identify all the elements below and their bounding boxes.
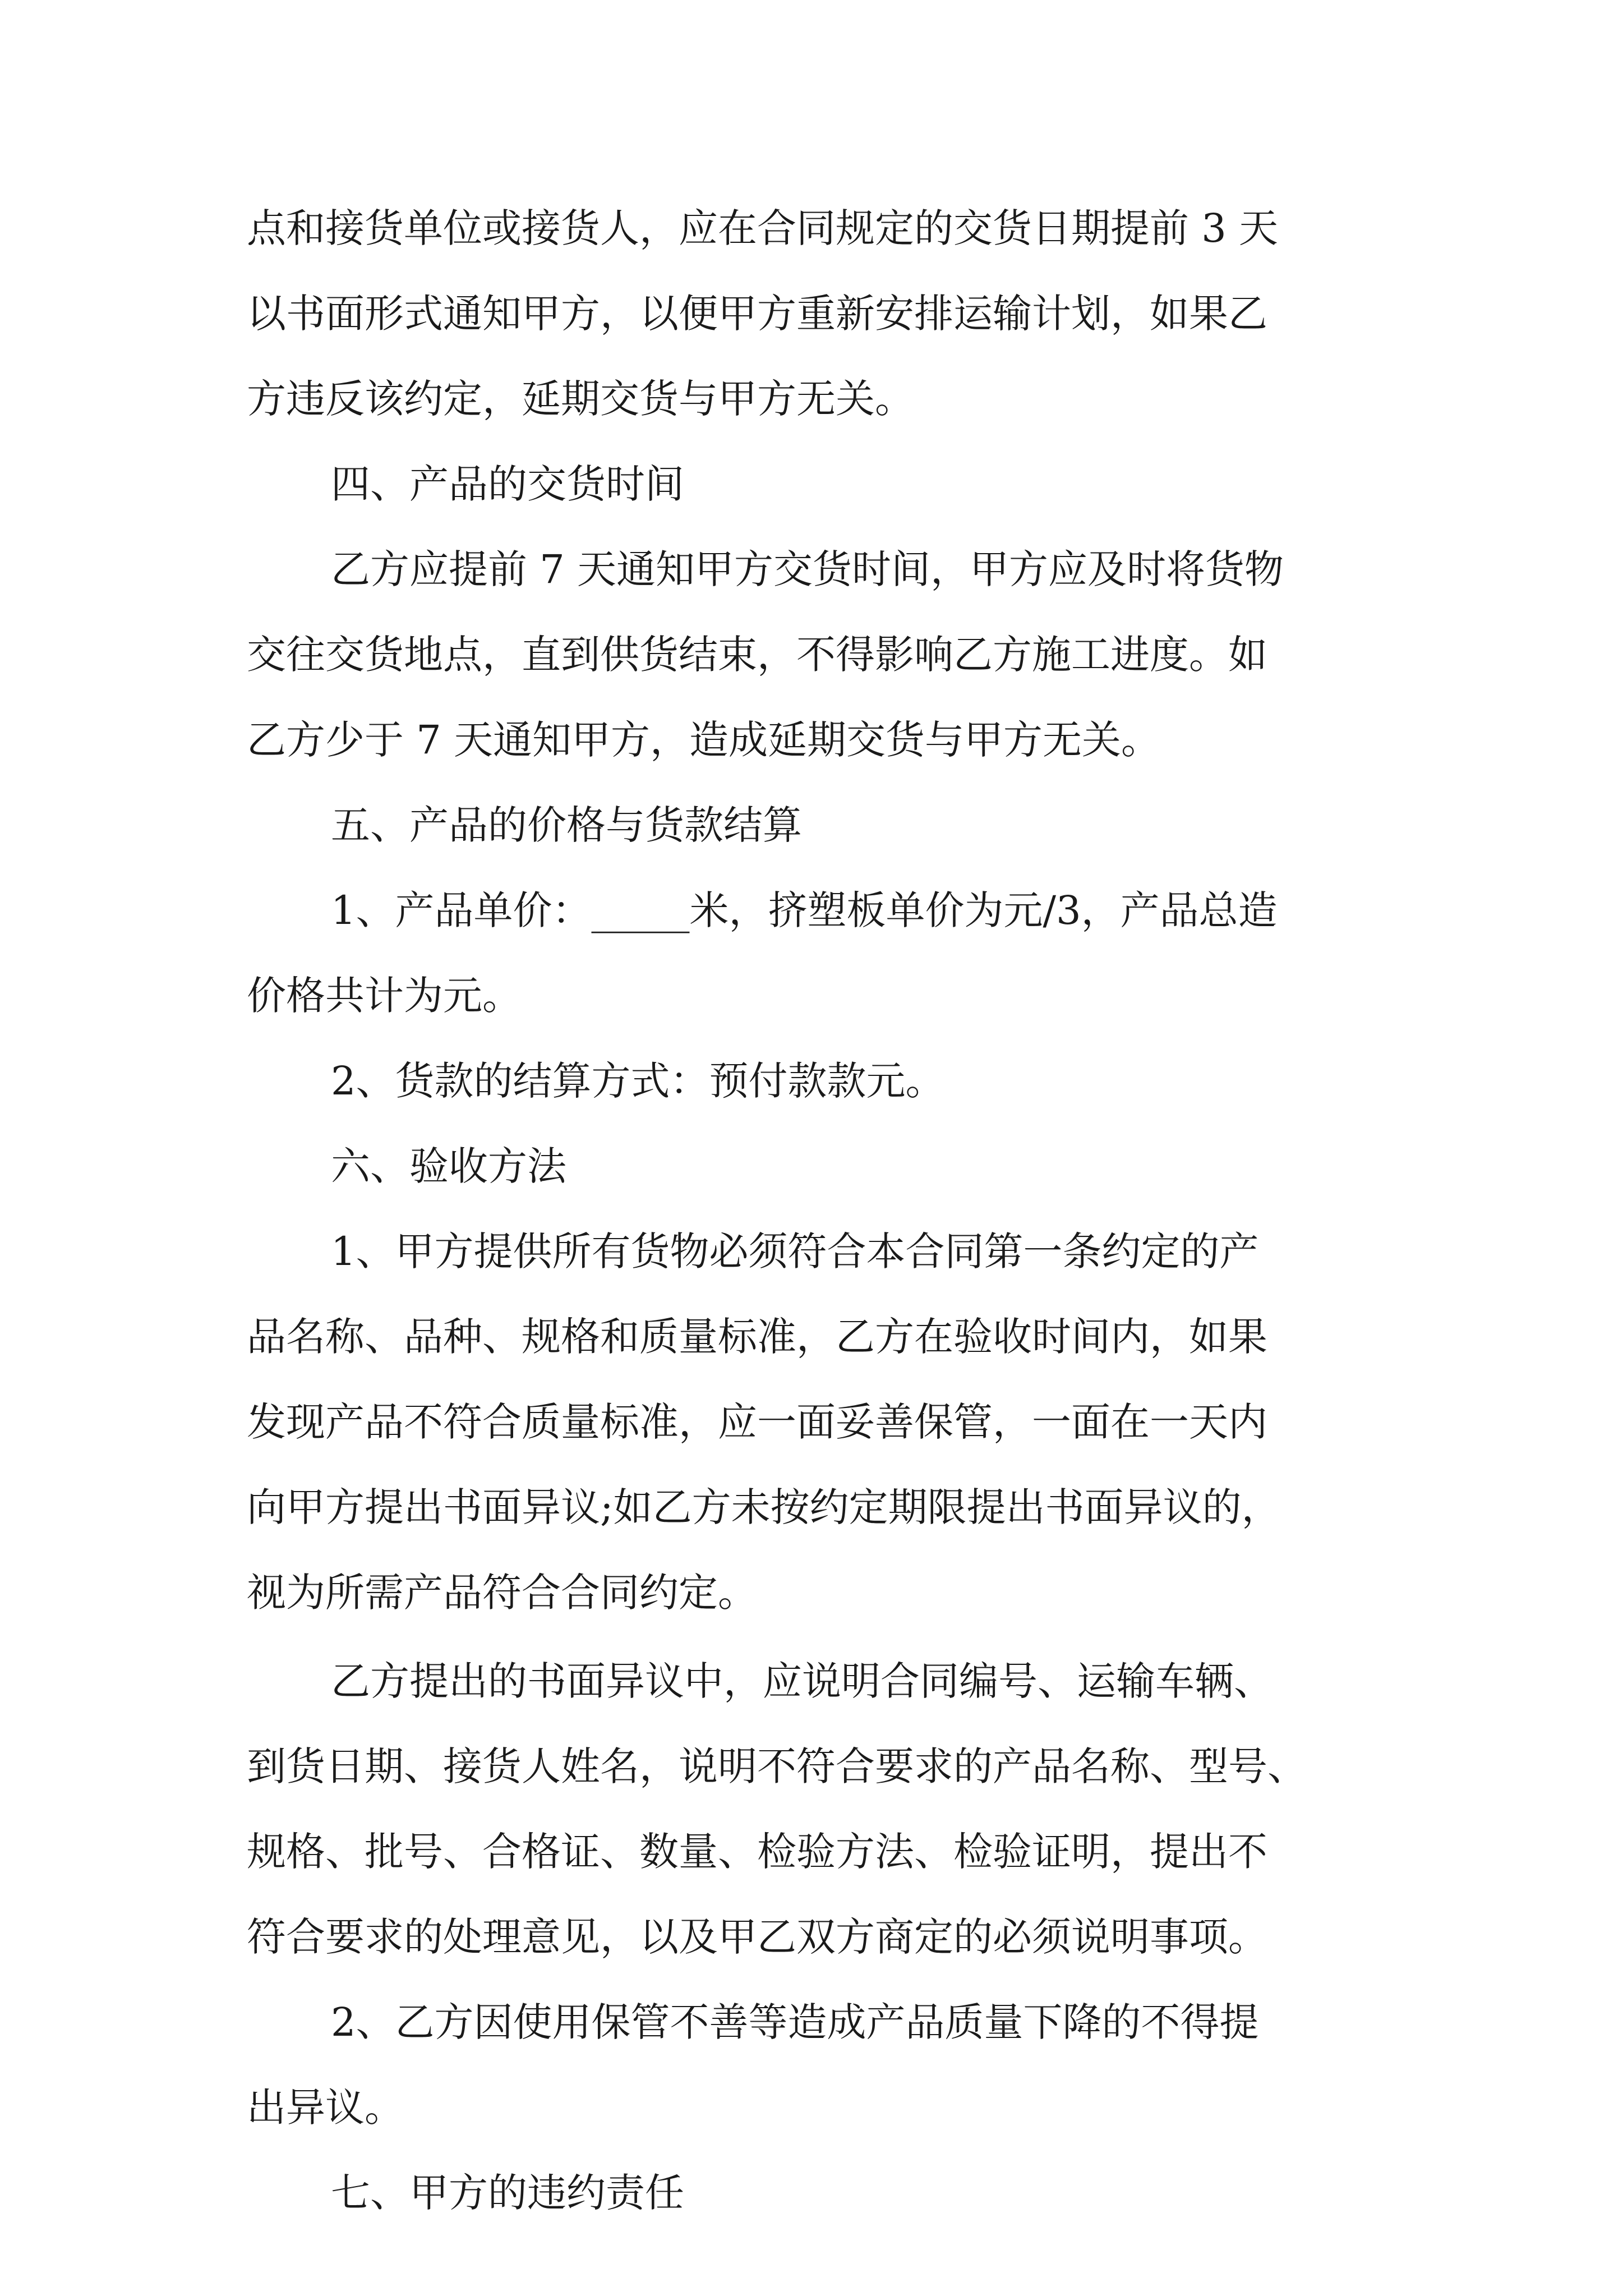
text-line: 乙方少于 7 天通知甲方，造成延期交货与甲方无关。 xyxy=(247,717,1161,763)
text-line: 品名称、品种、规格和质量标准，乙方在验收时间内，如果 xyxy=(247,1314,1267,1360)
text-line: 交往交货地点，直到供货结束，不得影响乙方施工进度。如 xyxy=(247,632,1267,678)
text-line: 方违反该约定，延期交货与甲方无关。 xyxy=(247,376,914,422)
text-line: 发现产品不符合质量标准，应一面妥善保管，一面在一天内 xyxy=(247,1399,1267,1445)
text-line: 到货日期、接货人姓名，说明不符合要求的产品名称、型号、 xyxy=(247,1743,1307,1789)
text-line: 2、乙方因使用保管不善等造成产品质量下降的不得提 xyxy=(331,1999,1259,2045)
section-heading: 七、甲方的违约责任 xyxy=(331,2170,684,2216)
text-line: 视为所需产品符合合同约定。 xyxy=(247,1570,757,1616)
text-line: 符合要求的处理意见，以及甲乙双方商定的必须说明事项。 xyxy=(247,1914,1267,1960)
text-line: 出异议。 xyxy=(247,2085,404,2131)
text-line: 乙方提出的书面异议中，应说明合同编号、运输车辆、 xyxy=(331,1658,1273,1704)
text-line: 乙方应提前 7 天通知甲方交货时间，甲方应及时将货物 xyxy=(331,546,1284,592)
section-heading: 四、产品的交货时间 xyxy=(331,461,684,507)
text-line: 价格共计为元。 xyxy=(247,973,522,1019)
text-line: 1、甲方提供所有货物必须符合本合同第一条约定的产 xyxy=(331,1228,1259,1274)
text-line: 向甲方提出书面异议;如乙方未按约定期限提出书面异议的， xyxy=(247,1484,1281,1530)
section-heading: 五、产品的价格与货款结算 xyxy=(331,802,802,848)
text-line: 1、产品单价：_____米，挤塑板单价为元/3，产品总造 xyxy=(331,887,1278,933)
text-line: 规格、批号、合格证、数量、检验方法、检验证明，提出不 xyxy=(247,1829,1267,1875)
section-heading: 六、验收方法 xyxy=(331,1143,566,1189)
text-line: 以书面形式通知甲方，以便甲方重新安排运输计划，如果乙 xyxy=(247,291,1267,337)
text-line: 2、货款的结算方式：预付款款元。 xyxy=(331,1058,945,1104)
text-line: 点和接货单位或接货人，应在合同规定的交货日期提前 3 天 xyxy=(247,205,1279,251)
